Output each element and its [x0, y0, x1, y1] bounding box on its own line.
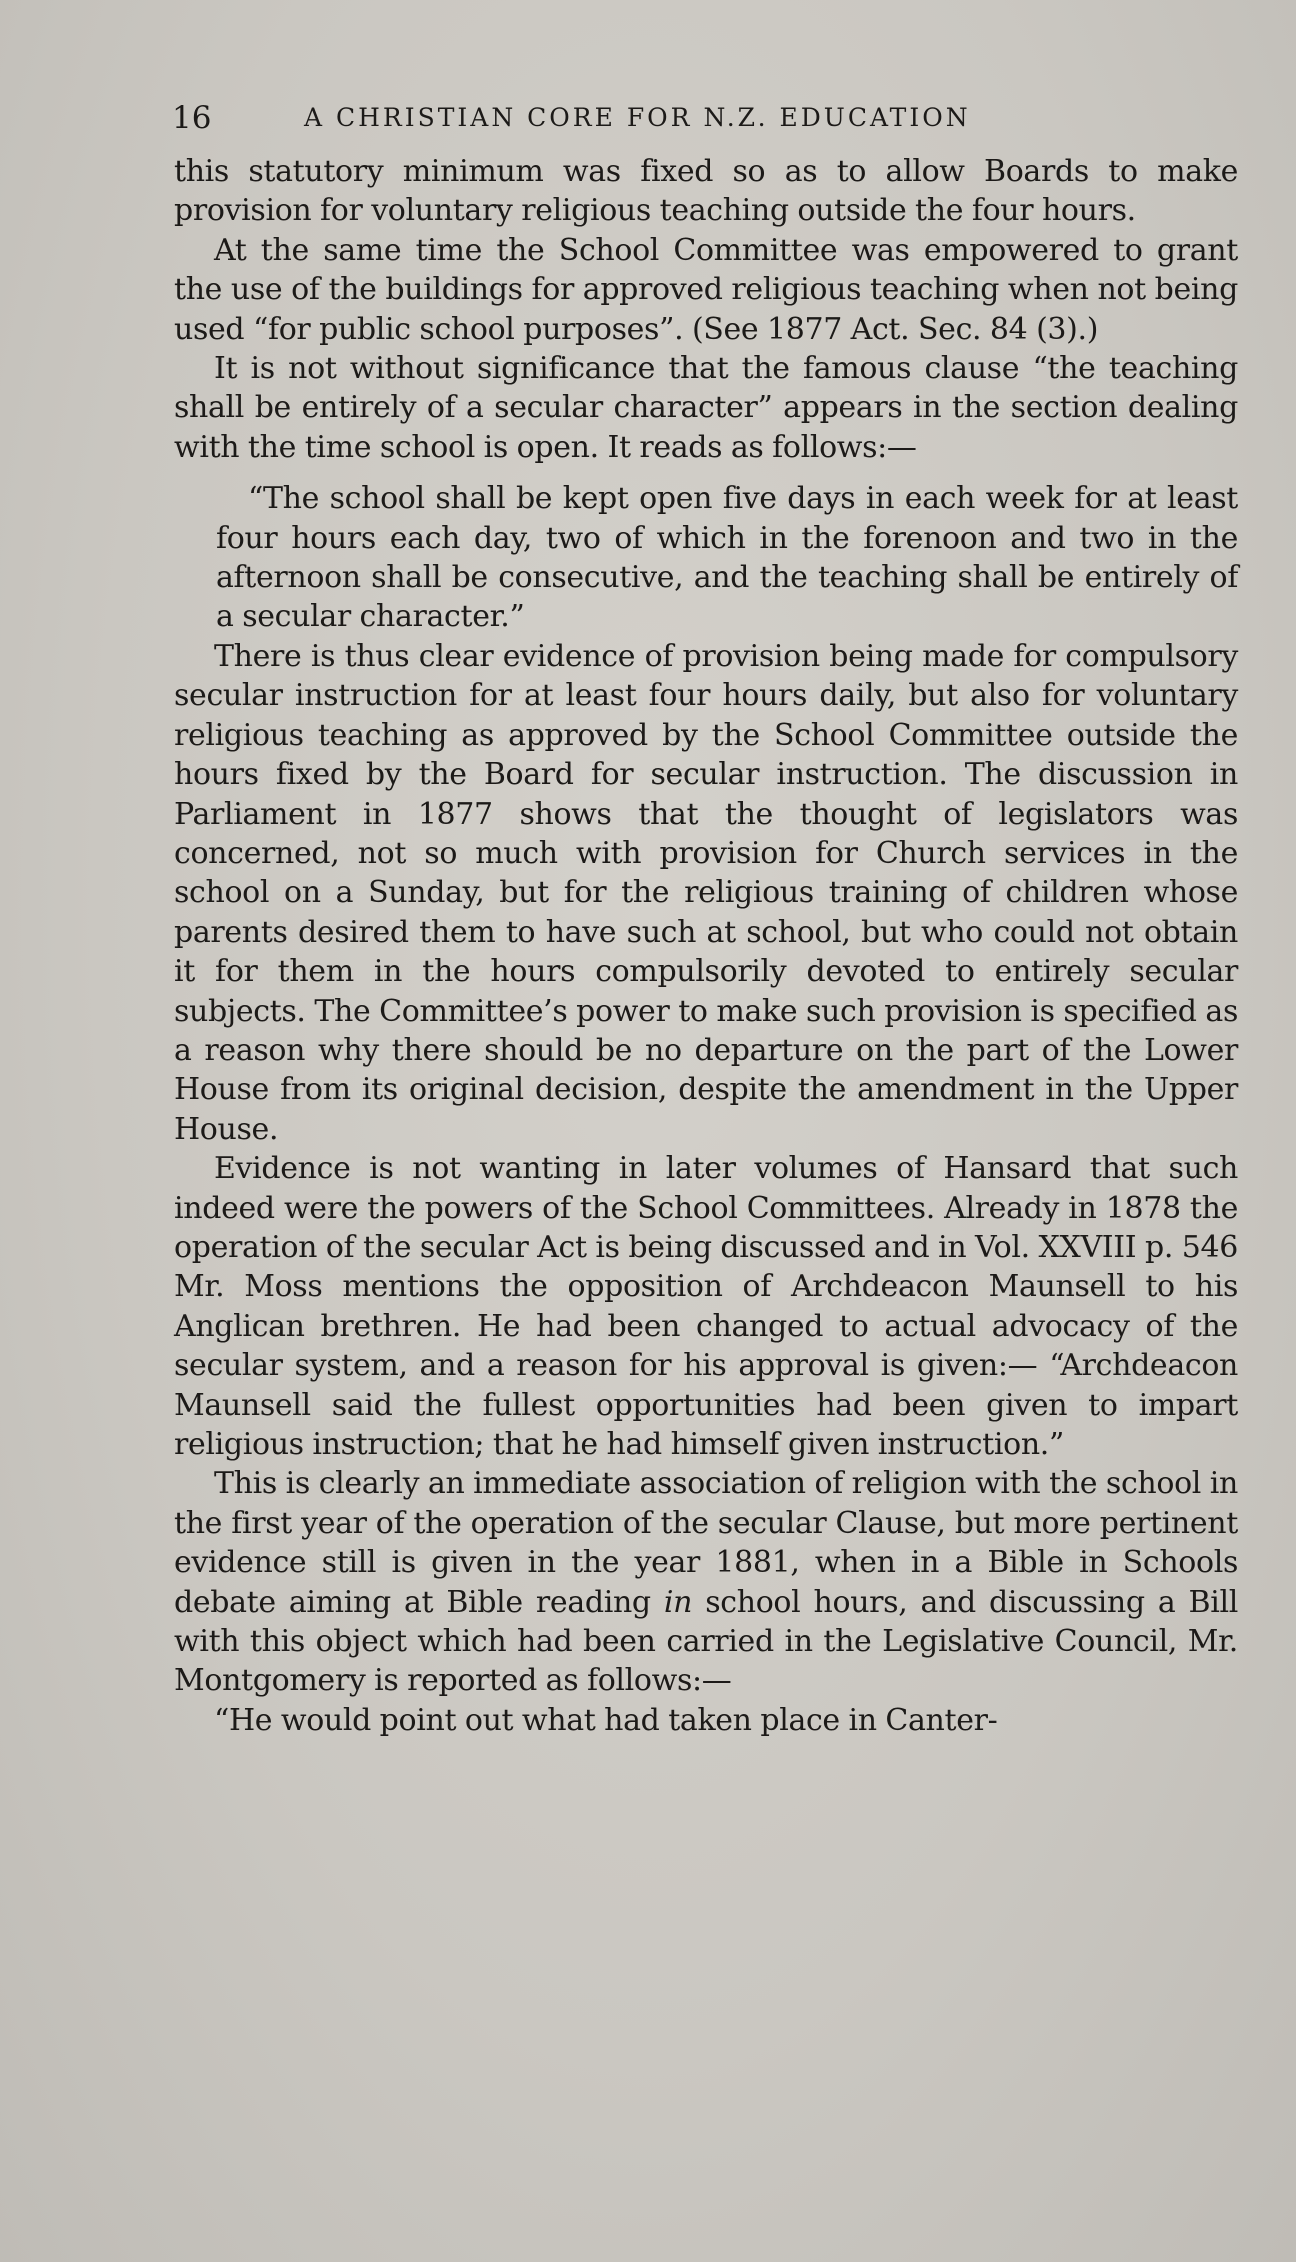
page-number: 16 — [172, 100, 212, 136]
body-text — [174, 152, 1238, 1740]
paragraph-7: “He would point out what had taken place in Canter- — [214, 1702, 998, 1738]
paragraph-6-text-a: This is clearly an immediate association of religion with the school in the first year of the operation of the secular Clause, but more pertinent evidence still is given in the year 1881, when in a Bible in Schools debate aiming at Bible reading — [174, 1466, 1238, 1620]
paragraph-1: this statutory minimum was fixed so as to allow Boards to make provision for voluntary religious teaching outside the four hours. — [174, 154, 1238, 229]
paragraph-5: Evidence is not wanting in later volumes of Hansard that such indeed were the powers of the School Committees. Already in 1878 the operation of the secular Act is being discussed and in Vol. XXVIII p. 546 Mr. Moss mentions the opposition of Archdeacon Maunsell to his Anglican brethren. He had been changed to actual advocacy of the secular system, and a reason for his approval is given:— “Archdeacon Maunsell said the fullest opportunities had been given to impart religious instruction; that he had himself given instruction.” — [174, 1151, 1238, 1462]
paragraph-4: There is thus clear evidence of provision being made for compulsory secular instruction for at least four hours daily, but also for voluntary religious teaching as approved by the School Committee outside the hours fixed by the Board for secular instruction. The discussion in Parliament in 1877 shows that the thought of legislators was concerned, not so much with provision for Church services in the school on a Sunday, but for the religious training of children whose parents desired them to have such at school, but who could not obtain it for them in the hours compulsorily devoted to entirely secular subjects. The Committee’s power to make such provision is specified as a reason why there should be no departure on the part of the Lower House from its original decision, despite the amendment in the Upper House. — [174, 638, 1238, 1147]
running-head: A CHRISTIAN CORE FOR N.Z. EDUCATION — [304, 103, 971, 132]
paragraph-6 — [174, 1464, 1238, 1700]
paragraph-6-italic: in — [663, 1584, 693, 1620]
page-header — [172, 96, 1232, 140]
paragraph-2: At the same time the School Committee was empowered to grant the use of the buildings for approved religious teaching when not being used “for public school purposes”. (See 1877 Act. Sec. 84 (3).) — [174, 232, 1238, 347]
block-quote: “The school shall be kept open five days in each week for at least four hours each day, two of which in the forenoon and two in the afternoon shall be consecutive, and the teaching shall be entirely of a secular character.” — [216, 481, 1238, 635]
paragraph-3: It is not without significance that the famous clause “the teaching shall be entirely of a secular character” appears in the section dealing with the time school is open. It reads as follows:— — [174, 351, 1238, 465]
paragraph-6-text-b: school hours, and discussing a Bill with this object which had been carried in the Legislative Council, Mr. Montgomery is reported as follows:— — [174, 1584, 1238, 1699]
